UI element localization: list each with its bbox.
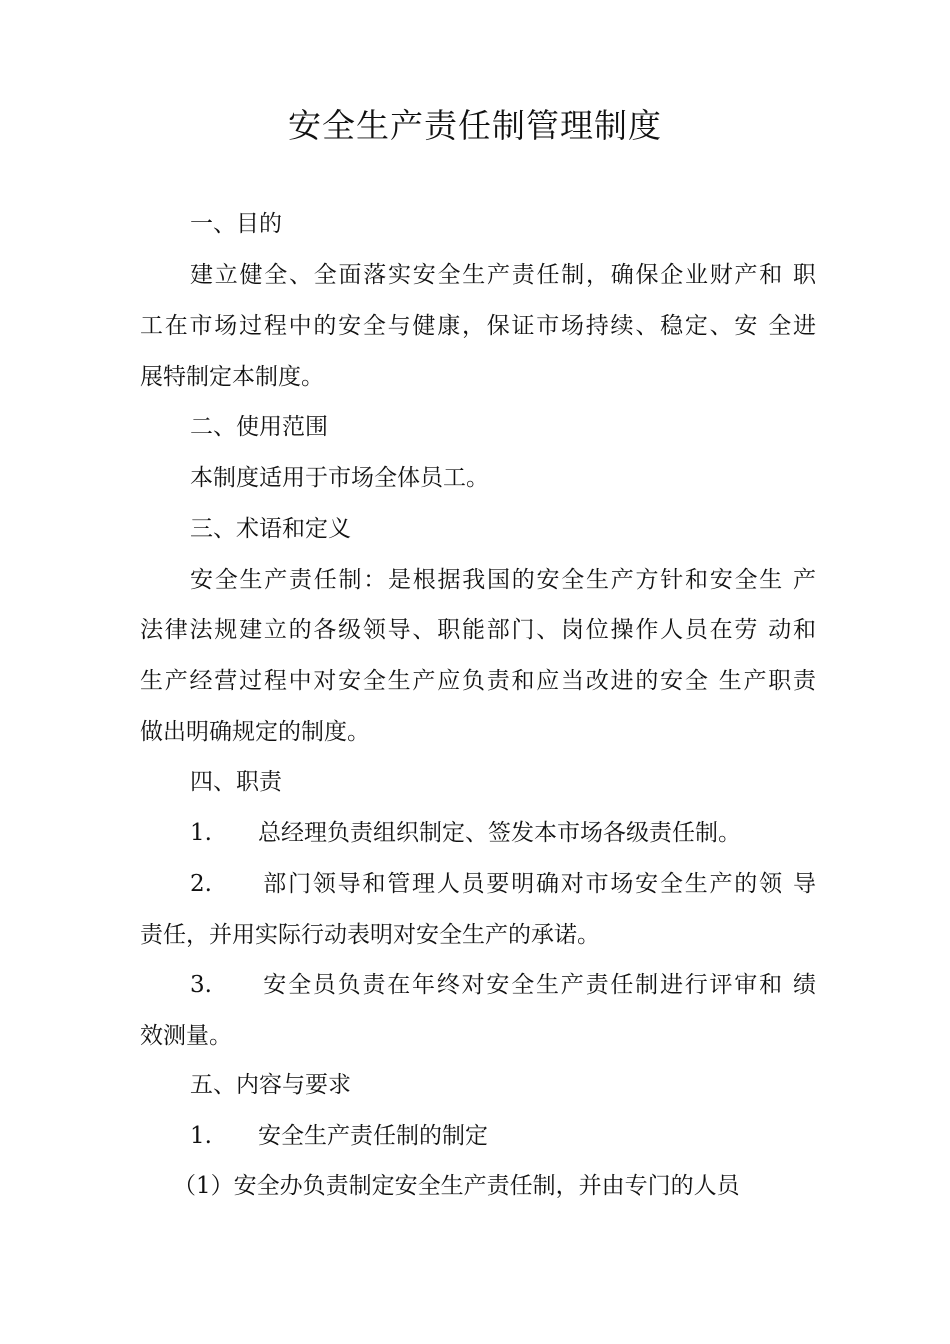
paragraph-line: 做出明确规定的制度。	[140, 719, 370, 745]
list-item: 1. 总经理负责组织制定、签发本市场各级责任制。	[190, 820, 741, 846]
paragraph-line: 展特制定本制度。	[140, 364, 324, 390]
list-item: 3. 安全员负责在年终对安全生产责任制进行评审和 绩	[190, 972, 816, 998]
paragraph-line: 法律法规建立的各级领导、职能部门、岗位操作人员在劳 动和	[140, 617, 816, 643]
paragraph-line: 生产经营过程中对安全生产应负责和应当改进的安全 生产职责	[140, 668, 816, 694]
paragraph-line: 安全生产责任制：是根据我国的安全生产方针和安全生 产	[190, 567, 816, 593]
section-heading-responsibilities: 四、职责	[190, 769, 282, 795]
section-heading-purpose: 一、目的	[190, 211, 282, 237]
list-item: 2. 部门领导和管理人员要明确对市场安全生产的领 导	[190, 871, 816, 897]
list-item: （1）安全办负责制定安全生产责任制，并由专门的人员	[173, 1173, 740, 1199]
list-item: 1. 安全生产责任制的制定	[190, 1123, 488, 1149]
paragraph-line: 本制度适用于市场全体员工。	[190, 465, 489, 491]
section-heading-requirements: 五、内容与要求	[190, 1072, 351, 1098]
paragraph-line: 工在市场过程中的安全与健康，保证市场持续、稳定、安 全进	[140, 313, 816, 339]
section-heading-definitions: 三、术语和定义	[190, 516, 351, 542]
document-title: 安全生产责任制管理制度	[288, 106, 662, 145]
list-item-continuation: 责任，并用实际行动表明对安全生产的承诺。	[140, 922, 600, 948]
paragraph-line: 建立健全、全面落实安全生产责任制，确保企业财产和 职	[190, 262, 816, 288]
list-item-continuation: 效测量。	[140, 1023, 232, 1049]
section-heading-scope: 二、使用范围	[190, 414, 328, 440]
